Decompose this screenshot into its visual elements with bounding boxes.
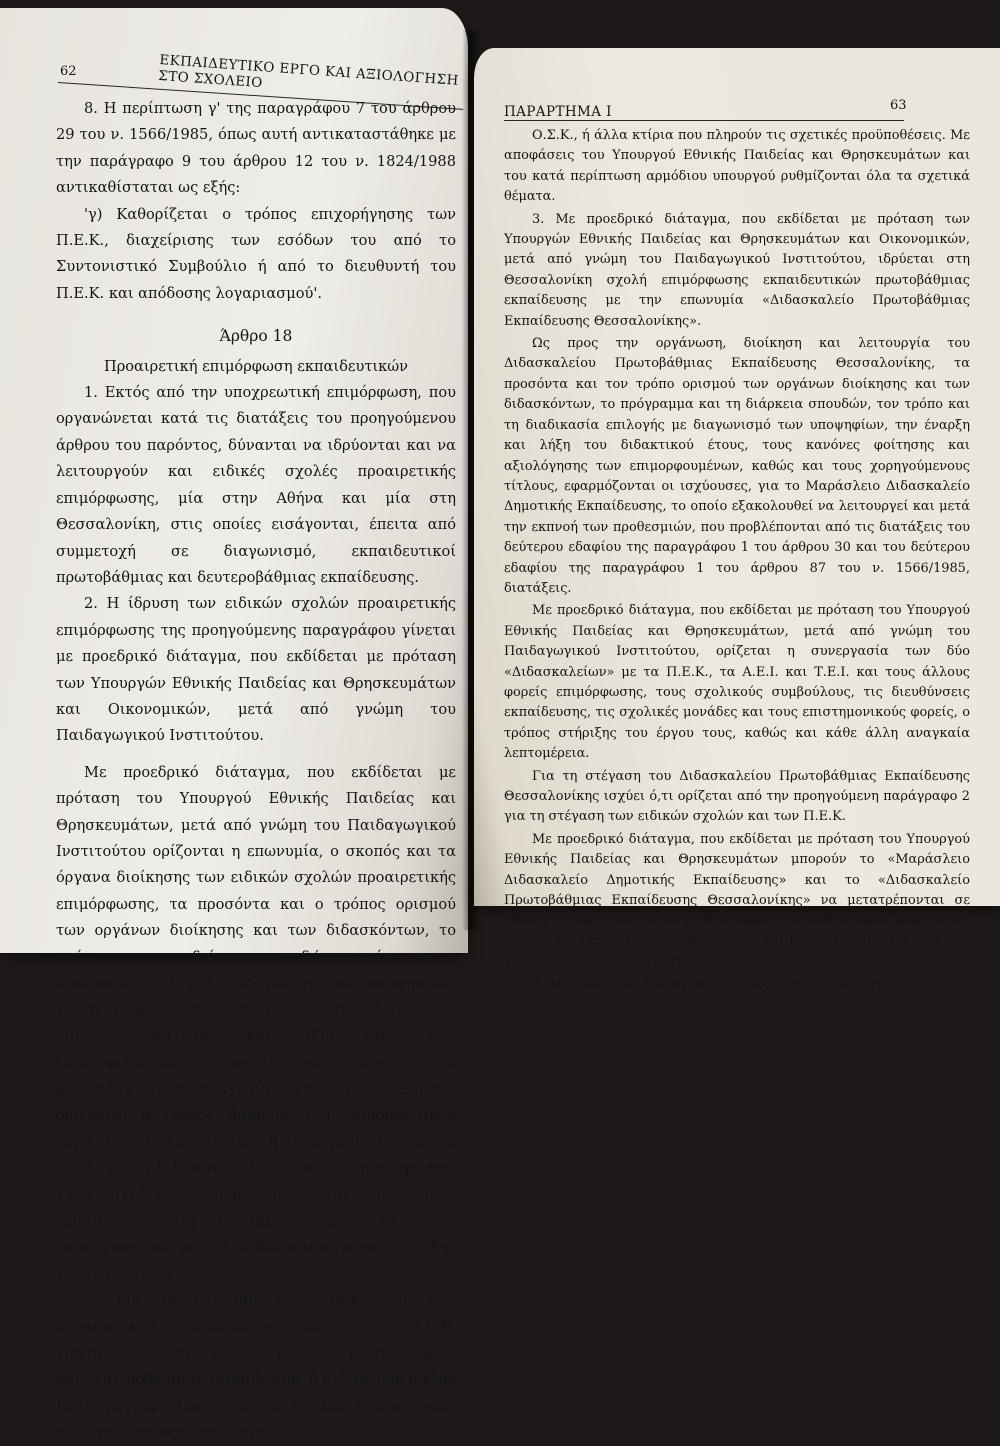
paragraph-gap bbox=[56, 750, 456, 760]
right-header-rule bbox=[504, 120, 904, 121]
paragraph: Με προεδρικό διάταγμα, που εκδίδεται με πρόταση του Υπουργού Εθνικής Παιδείας και Θρησκευμάτων, μετά από γνώμη του Παιδαγωγικού Ινστιτούτου, ορίζεται η συνεργασία των δύο «Διδασκαλείων» με τα Π.Ε.Κ., τα Α.Ε.Ι. και Τ.Ε.Ι. και τους άλλους φορείς επιμόρφωσης, τους σχολικούς συμβούλους, τις διευθύνσεις εκπαίδευσης, τις σχολικές μονάδες και τους επιστημονικούς φορείς, ο τρόπος στήριξης του έργου τους, καθώς και κάθε άλλη αναγκαία λεπτομέρεια. bbox=[504, 603, 970, 762]
paragraph: 2. Η ίδρυση των ειδικών σχολών προαιρετικής επιμόρφωσης της προηγούμενης παραγράφου γίνεται με προεδρικό διάταγμα, που εκδίδεται με πρόταση των Υπουργών Εθνικής Παιδείας και Θρησκευμάτων και Οικονομικών, μετά από γνώμη του Παιδαγωγικού Ινστιτούτου. bbox=[56, 595, 456, 745]
paragraph: 3. Με προεδρικό διάταγμα, που εκδίδεται με πρόταση των Υπουργών Εθνικής Παιδείας και Θρησκευμάτων και Οικονομικών, μετά από γνώμη του Παιδαγωγικού Ινστιτούτου, ιδρύεται στη Θεσσαλονίκη σχολή επιμόρφωσης εκπαιδευτικών πρωτοβάθμιας εκπαίδευσης με την επωνυμία «Διδασκαλείο Πρωτοβάθμιας Εκπαίδευσης Θεσσαλονίκης». bbox=[504, 211, 970, 329]
paragraph: 1. Εκτός από την υποχρεωτική επιμόρφωση, που οργανώνεται κατά τις διατάξεις του προηγούμενου άρθρου του παρόντος, δύνανται να ιδρύονται και να λειτουργούν και ειδικές σχολές προαιρετικής επιμόρφωσης, μία στην Αθήνα και μία στη Θεσσαλονίκη, στις οποίες εισάγονται, έπειτα από συμμετοχή σε διαγωνισμό, εκπαιδευτικοί πρωτοβάθμιας και δευτεροβάθμιας εκπαίδευσης. bbox=[56, 384, 456, 586]
paragraph: Ως προς την οργάνωση, διοίκηση και λειτουργία του Διδασκαλείου Πρωτοβάθμιας Εκπαίδευσης Θεσσαλονίκης, τα προσόντα και τον τρόπο ορισμού των οργάνων διοίκησης και των διδασκόντων, το πρόγραμμα και τη διάρκεια σπουδών, τον τρόπο και τη διαδικασία επιλογής με διαγωνισμό των υποψηφίων, την έναρξη και λήξη του διδακτικού έτους, τους κανόνες φοίτησης και αξιολόγησης των επιμορφουμένων, καθώς και τους χορηγούμενους τίτλους, εφαρμόζονται οι ισχύουσες, για το Μαράσλειο Διδασκαλείο Δημοτικής Εκπαίδευσης, το οποίο εξακολουθεί να λειτουργεί και μετά την εκπνοή των προθεσμιών, που προβλέπονται από τις διατάξεις του δεύτερου εδαφίου της παραγράφου 1 του άρθρου 30 και του δεύτερου εδαφίου της παραγράφου 1 του άρθρου 87 του ν. 1566/1985, διατάξεις. bbox=[504, 336, 970, 596]
left-page bbox=[0, 8, 468, 1441]
paragraph: Με προεδρικό διάταγμα, που εκδίδεται με πρόταση του Υπουργού Εθνικής Παιδείας και Θρησκευμάτων, μετά από γνώμη του Παιδαγωγικού Ινστιτούτου ορίζονται η επωνυμία, ο σκοπός και τα όργανα διοίκησης των ειδικών σχολών προαιρετικής επιμόρφωσης, τα προσόντα και ο τρόπος ορισμού των οργάνων διοίκησης και των διδασκόντων, το πρόγραμμα και η διάρκεια σπουδών, ο τρόπος και η διαδικασία επιλογής με διαγωνισμό των υποψηφίων, τα της έναρξης και λήξης του διδακτικού έτους, οι κανόνες φοίτησης και αξιολόγησης των επιμορφουμένων, ο τύπος του χορηγούμενου τίτλου και κάθε άλλη αναγκαία λεπτομέρεια. Επίσης, ορίζονται ο τρόπος άσκησης του επιμορφωτικού έργου των ειδικών σχολών, η συνεργασία τους με τα Α.Ε.Ι. και Τ.Ε.Ι. και άλλους φορείς επιμόρφωσης, τους σχολικούς συμβούλους, τις διευθύνσεις εκπαίδευσης, τις σχολικές μονάδες και τους επιστημονικούς φορείς, καθώς και ο τρόπος στήριξης του έργου τους. bbox=[56, 763, 456, 1283]
left-page-text bbox=[56, 96, 456, 1446]
left-running-header: ΕΚΠΑΙΔΕΥΤΙΚΟ ΕΡΓΟ ΚΑΙ ΑΞΙΟΛΟΓΗΣΗ ΣΤΟ ΣΧΟΛΕΙΟ bbox=[157, 52, 460, 92]
right-page-number: 63 bbox=[890, 98, 907, 113]
article-subtitle: Προαιρετική επιμόρφωση εκπαιδευτικών bbox=[103, 357, 409, 375]
paragraph: Με προεδρικό διάταγμα, που εκδίδεται με πρόταση του Υπουργού Εθνικής Παιδείας και Θρησκευμάτων μπορούν το «Μαράσλειο Διδασκαλείο Δημοτικής Εκπαίδευσης» και το «Διδασκαλείο Πρωτοβάθμιας Εκπαίδευσης Θεσσαλονίκης» να μετατρέπονται σε ειδικές σχολές προαιρετικής επιμόρφωσης εκπαιδευτικών, όπως αυτές ορίζονται, από το παρόν άρθρο, οπότε και διέπονται από τις σχετικές για τις ειδικές σχολές διατάξεις. bbox=[504, 831, 970, 970]
paragraph: 3. Για τη στέγαση των ειδικών σχολών προαιρετικής επιμόρφωσης και των Π.Ε.Κ. χρησιμοποιούνται σχολικές μονάδες πρωτοβάθμιας και δευτεροβάθμιας εκπαίδευσης ή κτίρια των πρώην Παιδαγωγικών Ακαδημιών και Σχολών Νηπιαγωγών, που έχουν παραχωρηθεί στον bbox=[56, 1291, 456, 1441]
paragraph: 4. Με προεδρικό διάταγμα, που εκδίδεται με πρόταση του Υπουρ- bbox=[532, 976, 960, 992]
paragraph: Ο.Σ.Κ., ή άλλα κτίρια που πληρούν τις σχετικές προϋποθέσεις. Με αποφάσεις του Υπουργού Εθνικής Παιδείας και Θρησκευμάτων και του κατά περίπτωση αρμόδιου υπουργού ρυθμίζονται όλα τα σχετικά θέματα. bbox=[504, 128, 970, 205]
right-page-text bbox=[504, 126, 970, 997]
article-title: Άρθρο 18 bbox=[219, 327, 293, 346]
right-running-header: ΠΑΡΑΡΤΗΜΑ Ι bbox=[504, 104, 612, 120]
paragraph: 'γ) Καθορίζεται ο τρόπος επιχορήγησης των Π.Ε.Κ., διαχείρισης των εσόδων του από το Συντονιστικό Συμβούλιο ή από το διευθυντή του Π.Ε.Κ. και απόδοσης λογαριασμού'. bbox=[56, 205, 456, 302]
left-page-number: 62 bbox=[60, 64, 77, 79]
right-page bbox=[474, 48, 1000, 992]
paragraph: 8. Η περίπτωση γ' της παραγράφου 7 του άρθρου 29 του ν. 1566/1985, όπως αυτή αντικαταστάθηκε με την παράγραφο 9 του άρθρου 12 του ν. 1824/1988 αντικαθίσταται ως εξής: bbox=[56, 100, 456, 197]
paragraph: Για τη στέγαση του Διδασκαλείου Πρωτοβάθμιας Εκπαίδευσης Θεσσαλονίκης ισχύει ό,τι ορίζεται από την προηγούμενη παράγραφο 2 για τη στέγαση των ειδικών σχολών και των Π.Ε.Κ. bbox=[504, 768, 970, 825]
